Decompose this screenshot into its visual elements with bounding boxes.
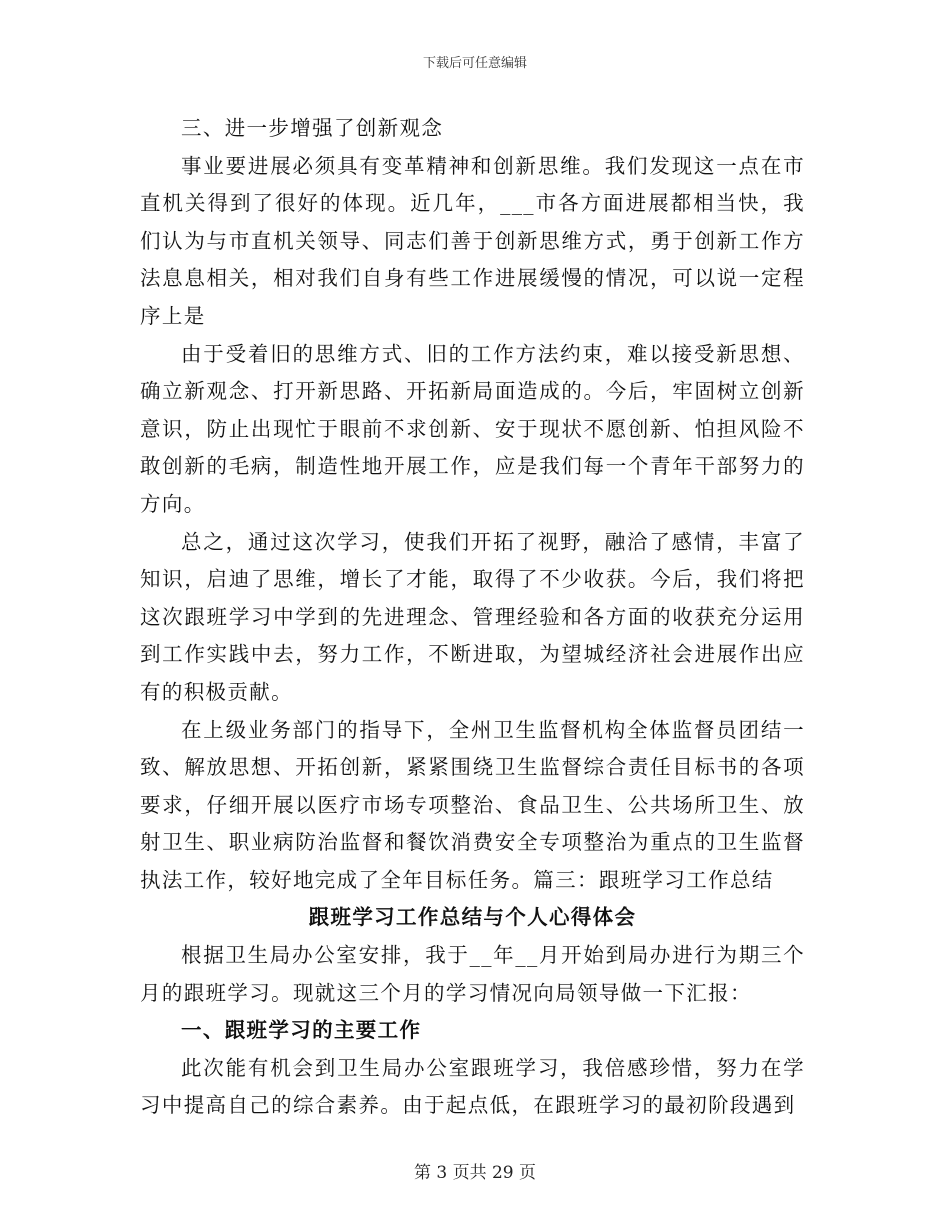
body-paragraph: 总之，通过这次学习，使我们开拓了视野，融洽了感情，丰富了知识，启迪了思维，增长了才能，取得了不少收获。今后，我们将把这次跟班学习中学到的先进理念、管理经验和各方面的收获充分运用到工作实践中去，努力工作，不断进取，为望城经济社会进展作出应有的积极贡献。 [140, 529, 805, 704]
section-heading-bold: 一、跟班学习的主要工作 [181, 1018, 422, 1043]
body-paragraph: 根据卫生局办公室安排，我于__年__月开始到局办进行为期三个月的跟班学习。现就这三个月的学习情况向局领导做一下汇报： [140, 943, 805, 1005]
document-body [140, 110, 805, 1125]
body-paragraph: 事业要进展必须具有变革精神和创新思维。我们发现这一点在市直机关得到了很好的体现。近几年，___市各方面进展都相当快，我们认为与市直机关领导、同志们善于创新思维方式，勇于创新工作方法息息相关，相对我们自身有些工作进展缓慢的情况，可以说一定程序上是 [140, 153, 805, 328]
section-heading: 三、进一步增强了创新观念 [181, 116, 444, 140]
body-paragraph: 此次能有机会到卫生局办公室跟班学习，我倍感珍惜，努力在学习中提高自己的综合素养。由于起点低，在跟班学习的最初阶段遇到 [140, 1055, 805, 1118]
page-footer: 第 3 页共 29 页 [413, 1163, 537, 1183]
body-paragraph: 由于受着旧的思维方式、旧的工作方法约束，难以接受新思想、确立新观念、打开新思路、开拓新局面造成的。今后，牢固树立创新意识，防止出现忙于眼前不求创新、安于现状不愿创新、怕担风险不敢创新的毛病，制造性地开展工作，应是我们每一个青年干部努力的方向。 [140, 341, 805, 516]
document-title: 跟班学习工作总结与个人心得体会 [308, 905, 637, 930]
page-header: 下载后可任意编辑 [422, 56, 527, 71]
body-paragraph: 在上级业务部门的指导下，全州卫生监督机构全体监督员团结一致、解放思想、开拓创新，紧紧围绕卫生监督综合责任目标书的各项要求，仔细开展以医疗市场专项整治、食品卫生、公共场所卫生、放射卫生、职业病防治监督和餐饮消费安全专项整治为重点的卫生监督执法工作，较好地完成了全年目标任务。篇三：跟班学习工作总结 [140, 717, 805, 892]
